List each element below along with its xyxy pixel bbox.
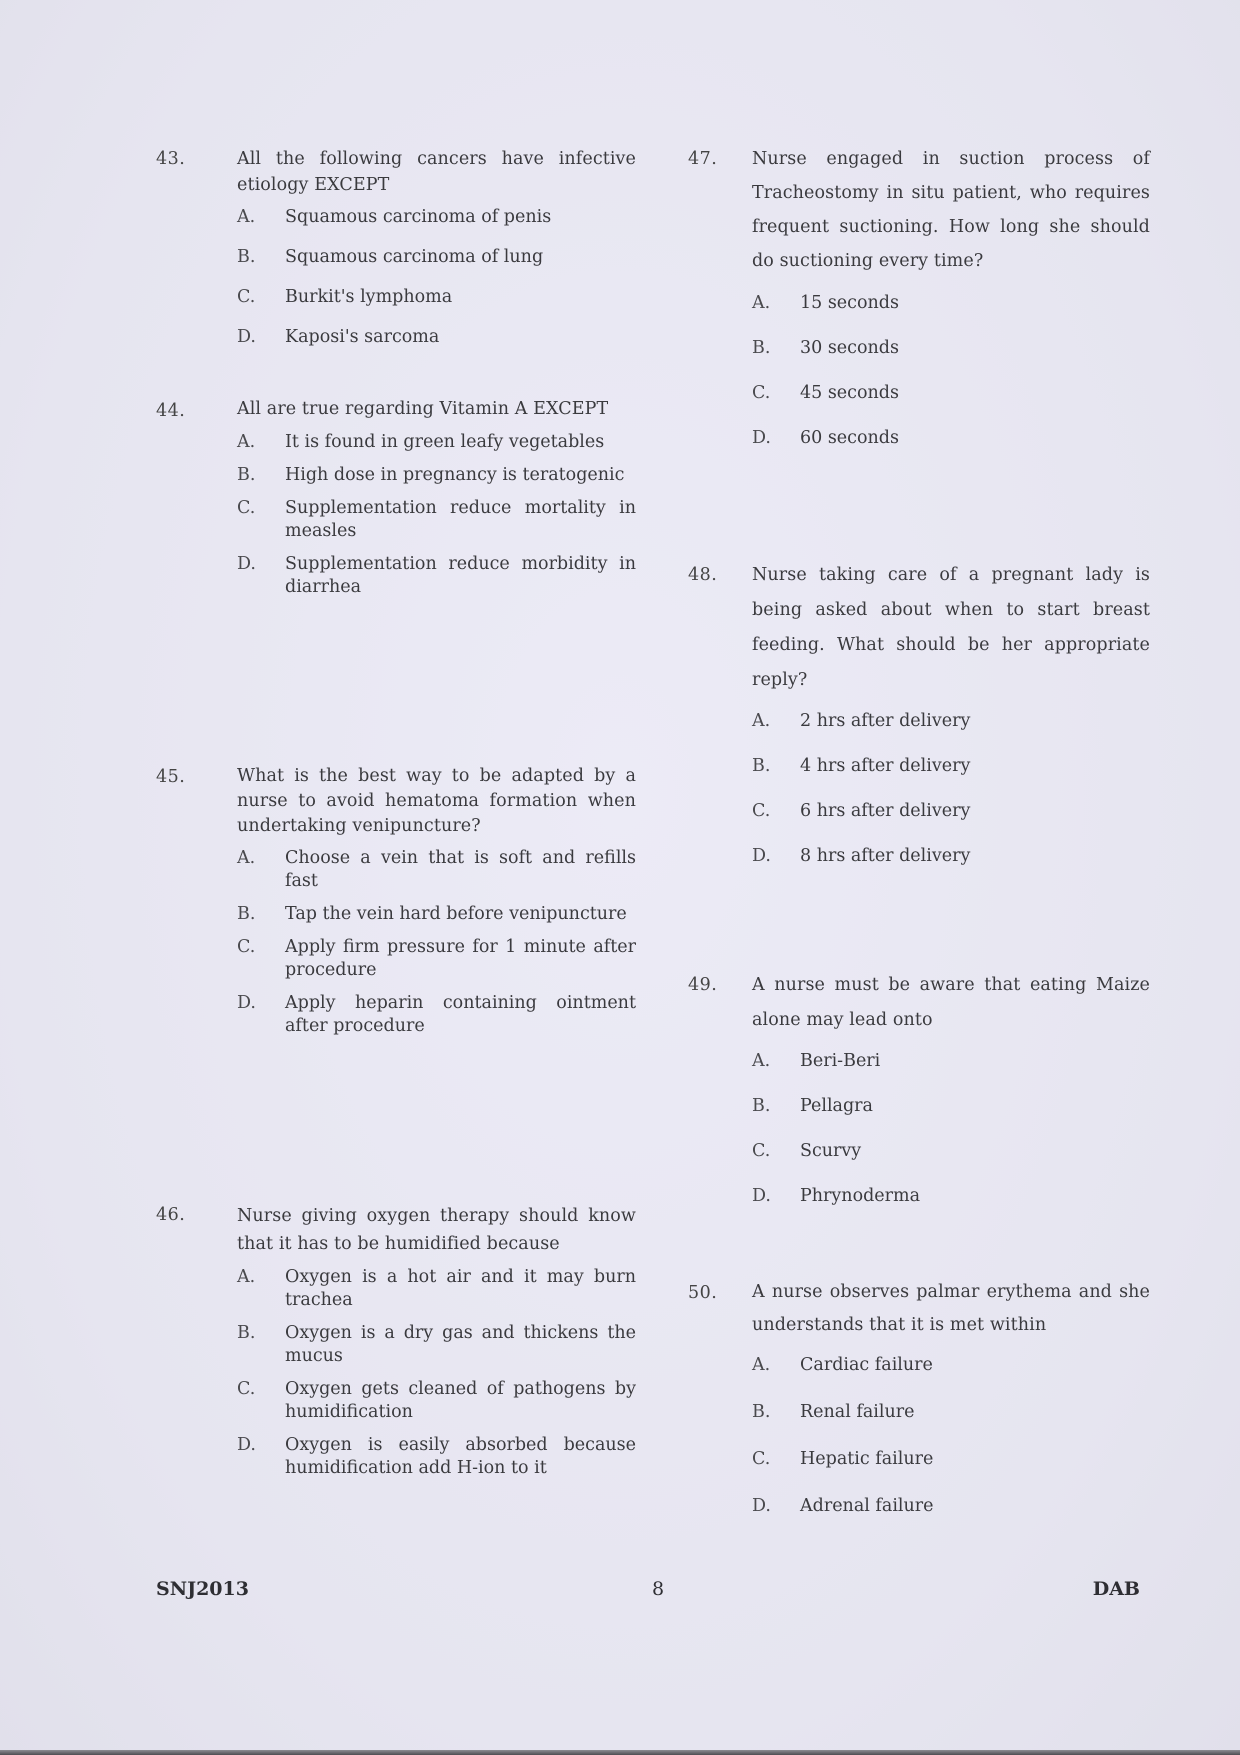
question-text: Nurse taking care of a pregnant lady is being asked about when to start breast feeding. What should be her appropriate reply? bbox=[752, 565, 1150, 690]
question-number: 44. bbox=[156, 401, 186, 421]
option-text: Squamous carcinoma of lung bbox=[285, 247, 544, 267]
option-letter: B. bbox=[752, 1096, 771, 1116]
option-letter: D. bbox=[237, 993, 256, 1013]
option-letter: C. bbox=[752, 1141, 771, 1161]
option-b[interactable] bbox=[752, 1399, 1150, 1425]
option-a[interactable] bbox=[237, 847, 636, 893]
option-letter: A. bbox=[752, 1355, 771, 1375]
question-number: 48. bbox=[688, 565, 718, 585]
option-a[interactable] bbox=[752, 290, 1150, 316]
option-d[interactable] bbox=[237, 553, 636, 599]
option-b[interactable] bbox=[752, 753, 1150, 779]
options-list bbox=[237, 431, 636, 599]
option-text: Oxygen is a hot air and it may burn trachea bbox=[285, 1267, 636, 1310]
option-letter: A. bbox=[237, 1267, 256, 1287]
option-text: Supplementation reduce morbidity in diarrhea bbox=[285, 554, 636, 597]
option-letter: D. bbox=[237, 327, 256, 347]
question-text: Nurse engaged in suction process of Tracheostomy in situ patient, who requires frequent suctioning. How long she should do suctioning every time? bbox=[752, 149, 1150, 271]
option-text: Burkit's lymphoma bbox=[285, 287, 453, 307]
options-list bbox=[752, 290, 1150, 451]
option-b[interactable] bbox=[237, 1322, 636, 1368]
booklet-series: DAB bbox=[1092, 1578, 1140, 1600]
option-text: Supplementation reduce mortality in measles bbox=[285, 498, 636, 541]
question-46 bbox=[156, 1202, 636, 1480]
question-47 bbox=[688, 146, 1150, 470]
question-number: 45. bbox=[156, 767, 186, 787]
option-letter: C. bbox=[237, 1379, 256, 1399]
options-list bbox=[237, 847, 636, 1038]
option-c[interactable] bbox=[752, 380, 1150, 406]
option-c[interactable] bbox=[237, 286, 636, 309]
option-d[interactable] bbox=[237, 326, 636, 349]
option-a[interactable] bbox=[752, 1048, 1150, 1074]
option-letter: D. bbox=[237, 1435, 256, 1455]
question-text: What is the best way to be adapted by a nurse to avoid hematoma formation when undertaking venipuncture? bbox=[237, 766, 636, 836]
option-b[interactable] bbox=[752, 1093, 1150, 1119]
option-text: Beri-Beri bbox=[800, 1051, 881, 1071]
option-b[interactable] bbox=[237, 464, 636, 487]
option-d[interactable] bbox=[752, 1183, 1150, 1209]
question-48 bbox=[688, 562, 1150, 888]
option-letter: B. bbox=[752, 338, 771, 358]
options-list bbox=[237, 1266, 636, 1480]
option-text: Tap the vein hard before venipuncture bbox=[285, 904, 627, 924]
option-a[interactable] bbox=[752, 708, 1150, 734]
option-letter: C. bbox=[752, 801, 771, 821]
question-45 bbox=[156, 764, 636, 1048]
option-letter: D. bbox=[752, 1186, 771, 1206]
option-text: It is found in green leafy vegetables bbox=[285, 432, 605, 452]
question-number: 49. bbox=[688, 975, 718, 995]
question-50 bbox=[688, 1280, 1150, 1519]
option-letter: B. bbox=[237, 247, 256, 267]
option-text: Oxygen is a dry gas and thickens the mucus bbox=[285, 1323, 636, 1366]
option-text: 4 hrs after delivery bbox=[800, 756, 971, 776]
option-text: Squamous carcinoma of penis bbox=[285, 207, 552, 227]
option-d[interactable] bbox=[237, 992, 636, 1038]
question-text: All are true regarding Vitamin A EXCEPT bbox=[237, 399, 609, 419]
option-text: 60 seconds bbox=[800, 428, 899, 448]
option-text: Choose a vein that is soft and refills fast bbox=[285, 848, 636, 891]
option-text: 30 seconds bbox=[800, 338, 899, 358]
option-a[interactable] bbox=[237, 1266, 636, 1312]
option-text: Phrynoderma bbox=[800, 1186, 921, 1206]
option-text: Scurvy bbox=[800, 1141, 862, 1161]
options-list bbox=[752, 1048, 1150, 1209]
option-letter: A. bbox=[752, 711, 771, 731]
option-letter: B. bbox=[752, 756, 771, 776]
option-b[interactable] bbox=[752, 335, 1150, 361]
options-list bbox=[752, 1352, 1150, 1519]
option-text: Hepatic failure bbox=[800, 1449, 934, 1469]
option-d[interactable] bbox=[752, 1493, 1150, 1519]
option-text: Pellagra bbox=[800, 1096, 873, 1116]
option-letter: A. bbox=[237, 432, 256, 452]
question-text: A nurse must be aware that eating Maize alone may lead onto bbox=[752, 975, 1150, 1030]
option-letter: B. bbox=[752, 1402, 771, 1422]
option-d[interactable] bbox=[752, 425, 1150, 451]
option-letter: A. bbox=[752, 293, 771, 313]
option-text: 8 hrs after delivery bbox=[800, 846, 971, 866]
option-text: 2 hrs after delivery bbox=[800, 711, 971, 731]
option-b[interactable] bbox=[237, 903, 636, 926]
option-c[interactable] bbox=[752, 798, 1150, 824]
option-text: Kaposi's sarcoma bbox=[285, 327, 440, 347]
option-letter: C. bbox=[237, 287, 256, 307]
question-number: 46. bbox=[156, 1205, 186, 1225]
option-d[interactable] bbox=[752, 843, 1150, 869]
question-49 bbox=[688, 972, 1150, 1228]
option-a[interactable] bbox=[237, 431, 636, 454]
option-letter: B. bbox=[237, 465, 256, 485]
page-footer bbox=[156, 1578, 1140, 1608]
options-list bbox=[237, 206, 636, 349]
option-text: Apply heparin containing ointment after procedure bbox=[285, 993, 636, 1036]
question-text: Nurse giving oxygen therapy should know that it has to be humidified because bbox=[237, 1206, 636, 1254]
option-letter: A. bbox=[237, 848, 256, 868]
option-text: 45 seconds bbox=[800, 383, 899, 403]
question-43 bbox=[156, 146, 636, 359]
scan-bottom-edge bbox=[0, 1750, 1240, 1755]
question-44 bbox=[156, 398, 636, 609]
option-letter: D. bbox=[752, 428, 771, 448]
question-number: 47. bbox=[688, 149, 718, 169]
option-text: Oxygen is easily absorbed because humidification add H-ion to it bbox=[285, 1435, 636, 1478]
question-number: 43. bbox=[156, 149, 186, 169]
paper-code: SNJ2013 bbox=[156, 1578, 249, 1600]
option-letter: C. bbox=[237, 937, 256, 957]
option-letter: D. bbox=[237, 554, 256, 574]
option-letter: D. bbox=[752, 1496, 771, 1516]
option-letter: A. bbox=[752, 1051, 771, 1071]
option-c[interactable] bbox=[237, 936, 636, 982]
options-list bbox=[752, 708, 1150, 869]
option-c[interactable] bbox=[752, 1446, 1150, 1472]
option-letter: C. bbox=[752, 1449, 771, 1469]
option-d[interactable] bbox=[237, 1434, 636, 1480]
option-a[interactable] bbox=[752, 1352, 1150, 1378]
question-text: A nurse observes palmar erythema and she understands that it is met within bbox=[752, 1282, 1150, 1335]
option-text: Apply firm pressure for 1 minute after procedure bbox=[285, 937, 636, 980]
question-text: All the following cancers have infective etiology EXCEPT bbox=[237, 149, 636, 195]
option-a[interactable] bbox=[237, 206, 636, 229]
option-text: 6 hrs after delivery bbox=[800, 801, 971, 821]
option-text: Oxygen gets cleaned of pathogens by humidification bbox=[285, 1379, 636, 1422]
option-letter: B. bbox=[237, 1323, 256, 1343]
question-number: 50. bbox=[688, 1283, 718, 1303]
option-letter: C. bbox=[237, 498, 256, 518]
option-letter: C. bbox=[752, 383, 771, 403]
option-text: Adrenal failure bbox=[800, 1496, 934, 1516]
option-text: 15 seconds bbox=[800, 293, 899, 313]
option-b[interactable] bbox=[237, 246, 636, 269]
option-text: Renal failure bbox=[800, 1402, 915, 1422]
option-letter: A. bbox=[237, 207, 256, 227]
option-c[interactable] bbox=[237, 1378, 636, 1424]
option-c[interactable] bbox=[752, 1138, 1150, 1164]
option-text: High dose in pregnancy is teratogenic bbox=[285, 465, 625, 485]
option-text: Cardiac failure bbox=[800, 1355, 933, 1375]
option-c[interactable] bbox=[237, 497, 636, 543]
option-letter: D. bbox=[752, 846, 771, 866]
option-letter: B. bbox=[237, 904, 256, 924]
page-number: 8 bbox=[652, 1578, 665, 1600]
